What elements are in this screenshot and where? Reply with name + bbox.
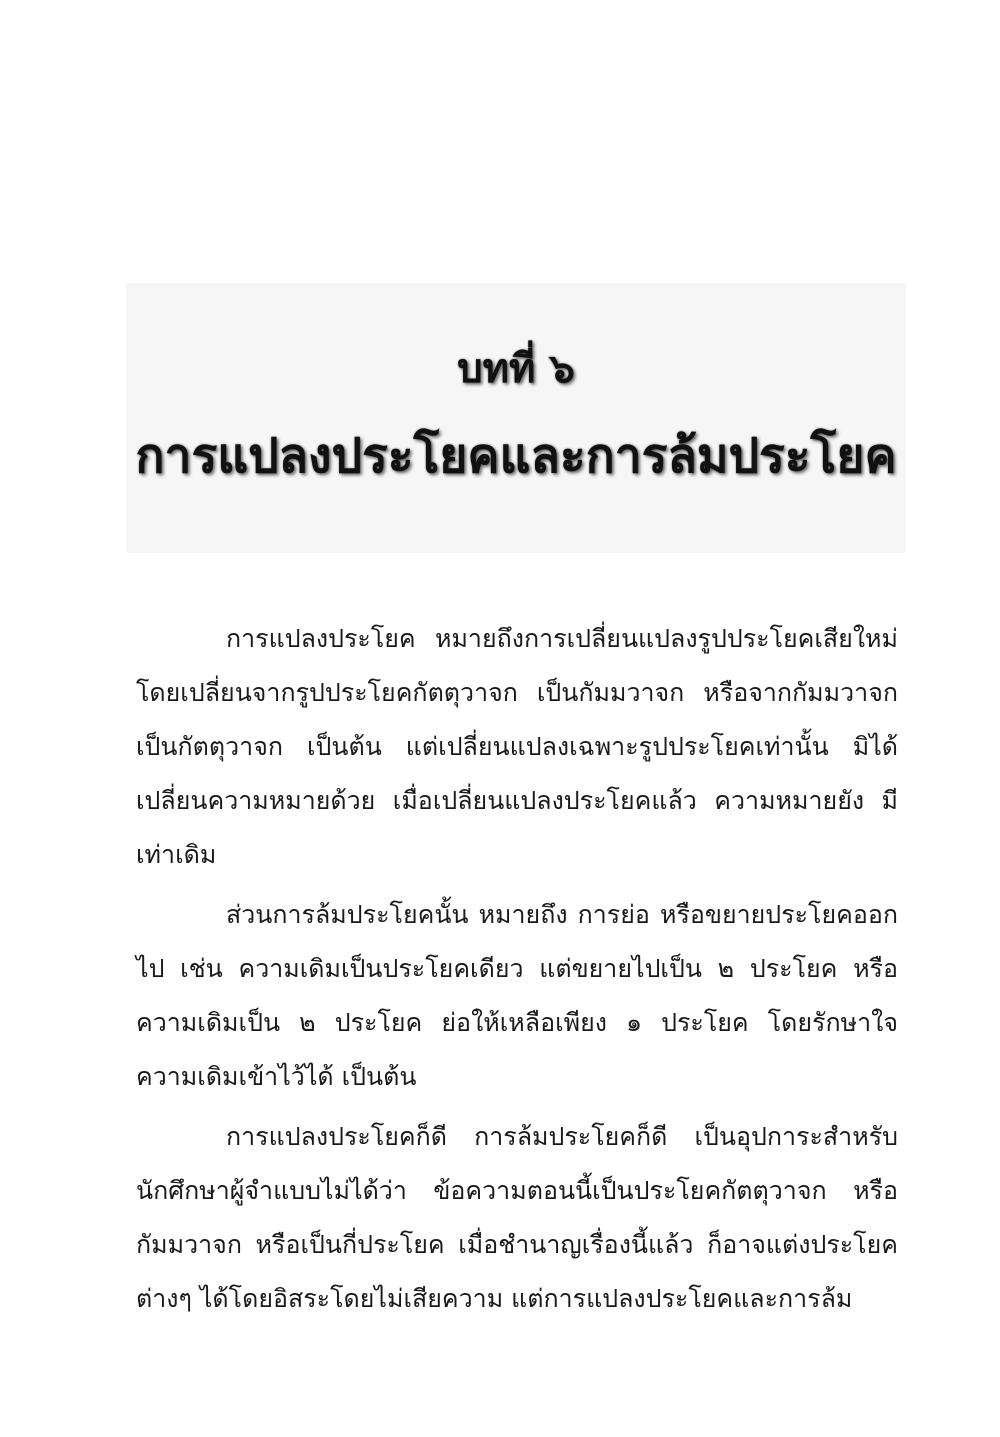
chapter-title: การแปลงประโยคและการล้มประโยค: [135, 428, 897, 484]
chapter-number: บทที่ ๖: [457, 346, 575, 392]
paragraph-usefulness: การแปลงประโยคก็ดี การล้มประโยคก็ดี เป็นอุปการะสำหรับ นักศึกษาผู้จำแบบไม่ได้ว่า ข้อความตอนนี้เป็นประโยคกัตตุวาจก หรือ กัมมวาจก หรือเป็นกี่ประโยค เมื่อชำนาญเรื่องนี้แล้ว ก็อาจแต่งประโยค ต่างๆ ได้โดยอิสระโดยไม่เสียความ แต่การแปลงประโยคและการล้ม: [136, 1122, 898, 1313]
paragraph-sentence-restructuring: ส่วนการล้มประโยคนั้น หมายถึง การย่อ หรือขยายประโยคออก ไป เช่น ความเดิมเป็นประโยคเดียว แต่ขยายไปเป็น ๒ ประโยค หรือ ความเดิมเป็น ๒ ประโยค ย่อให้เหลือเพียง ๑ ประโยค โดยรักษาใจ ความเดิมเข้าไว้ได้ เป็นต้น: [136, 900, 898, 1091]
paragraph-sentence-conversion: การแปลงประโยค หมายถึงการเปลี่ยนแปลงรูปประโยคเสียใหม่ โดยเปลี่ยนจากรูปประโยคกัตตุวาจก เป็นกัมมวาจก หรือจากกัมมวาจก เป็นกัตตุวาจก เป็นต้น แต่เปลี่ยนแปลงเฉพาะรูปประโยคเท่านั้น มิได้ เปลี่ยนความหมายด้วย เมื่อเปลี่ยนแปลงประโยคแล้ว ความหมายยัง มีเท่าเดิม: [136, 624, 898, 869]
chapter-heading-banner: [126, 283, 906, 553]
body-text: [136, 612, 898, 1332]
